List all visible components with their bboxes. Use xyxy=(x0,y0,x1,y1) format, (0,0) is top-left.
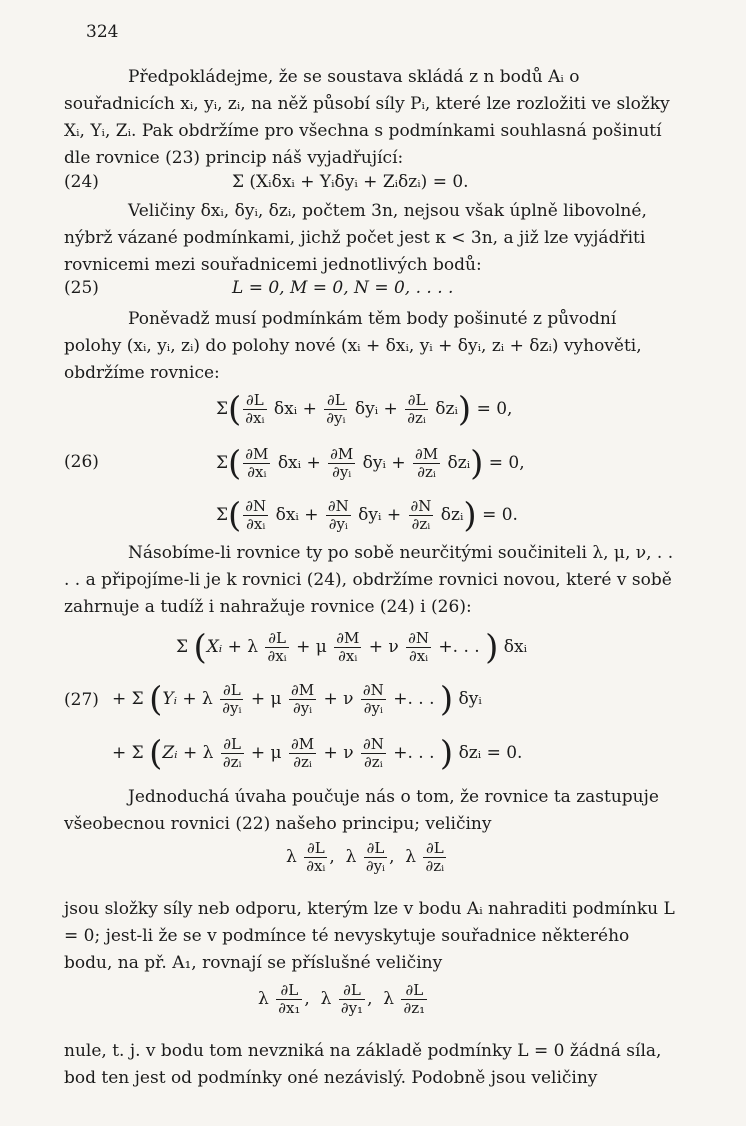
equation-27-row: + Σ (Yᵢ + λ $\frac{\partial L}{\text{∂yᵢ}}$ + μ $\frac{\partial M}{\text{∂yᵢ}}$ + ν $\frac{\partial N}{\text{∂yᵢ}}$ +. . . ) δyᵢ xyxy=(112,679,482,720)
fraction: $\frac{\partial L}{\text{∂yᵢ}}$ xyxy=(365,839,386,875)
paragraph-intro xyxy=(64,64,678,172)
paragraph-components xyxy=(64,896,678,977)
paragraph-components-text: jsou složky síly neb odporu, kterým lze v bodu Aᵢ nahraditi podmínku L = 0; jest-li že se v podmínce té nevyskytuje souřadnice některého bodu, na př. A₁, rovnají se příslušné veličiny xyxy=(64,899,675,973)
equation-26-row: Σ( $\frac{\partial L}{\text{∂xᵢ}}$ δxᵢ + $\frac{\partial L}{\text{∂yᵢ}}$ δyᵢ + $\frac{\partial L}{\text{∂zᵢ}}$ δzᵢ) = 0, xyxy=(216,389,513,430)
fraction: $\frac{\partial N}{\text{∂zᵢ}}$ xyxy=(362,735,384,771)
equation-label-27: (27) xyxy=(64,690,99,710)
fraction: $\frac{\partial L}{\text{∂x₁}}$ xyxy=(278,981,301,1017)
equation-27-row: + Σ (Zᵢ + λ $\frac{\partial L}{\text{∂zᵢ}}$ + μ $\frac{\partial M}{\text{∂zᵢ}}$ + ν $\frac{\partial N}{\text{∂zᵢ}}$ +. . . ) δzᵢ = 0. xyxy=(112,733,523,774)
fraction: $\frac{\partial L}{\text{∂yᵢ}}$ xyxy=(326,391,346,427)
equation-27-row: Σ (Xᵢ + λ $\frac{\partial L}{\text{∂xᵢ}}$ + μ $\frac{\partial M}{\text{∂xᵢ}}$ + ν $\frac{\partial N}{\text{∂xᵢ}}$ +. . . ) δxᵢ xyxy=(176,627,528,668)
paragraph-multipliers-text: Násobíme-li rovnice ty po sobě neurčitými součiniteli λ, μ, ν, . . . . a připojíme-li je k rovnici (24), obdržíme rovnici novou, které v sobě zahrnuje a tudíž i nahražuje rovnice (24) i (26): xyxy=(64,543,674,617)
fraction: $\frac{\partial N}{\text{∂yᵢ}}$ xyxy=(327,497,349,533)
paragraph-simple-text: Jednoduchá úvaha poučuje nás o tom, že rovnice ta zastupuje všeobecnou rovnici (22) našeho principu; veličiny xyxy=(64,787,659,834)
fraction: $\frac{\partial L}{\text{∂xᵢ}}$ xyxy=(306,839,326,875)
fraction: $\frac{\partial L}{\text{∂z₁}}$ xyxy=(403,981,426,1017)
fraction: $\frac{\partial L}{\text{∂xᵢ}}$ xyxy=(267,629,287,665)
fraction: $\frac{\partial N}{\text{∂yᵢ}}$ xyxy=(362,681,384,717)
fraction: $\frac{\partial L}{\text{∂y₁}}$ xyxy=(340,981,364,1017)
paragraph-null xyxy=(64,1038,678,1092)
equation-24: Σ (Xᵢδxᵢ + Yᵢδyᵢ + Zᵢδzᵢ) = 0. xyxy=(232,172,469,192)
paragraph-conditions-text: Poněvadž musí podmínkám těm body pošinuté z původní polohy (xᵢ, yᵢ, zᵢ) do polohy nové (xᵢ + δxᵢ, yᵢ + δyᵢ, zᵢ + δzᵢ) vyhověti, obdržíme rovnice: xyxy=(64,309,642,383)
fraction: $\frac{\partial M}{\text{∂xᵢ}}$ xyxy=(245,445,269,481)
fraction: $\frac{\partial L}{\text{∂xᵢ}}$ xyxy=(245,391,265,427)
page-number: 324 xyxy=(86,22,119,42)
equation-25: L = 0, M = 0, N = 0, . . . . xyxy=(232,278,454,298)
lambda-row: λ $\frac{\partial L}{\text{∂xᵢ}}$ , λ $\frac{\partial L}{\text{∂yᵢ}}$ , λ $\frac{\partial L}{\text{∂zᵢ}}$ xyxy=(286,839,445,875)
paragraph-conditions xyxy=(64,306,678,387)
fraction: $\frac{\partial L}{\text{∂zᵢ}}$ xyxy=(222,735,242,771)
fraction: $\frac{\partial M}{\text{∂yᵢ}}$ xyxy=(330,445,354,481)
fraction: $\frac{\partial L}{\text{∂yᵢ}}$ xyxy=(222,681,242,717)
lambda-row: λ $\frac{\partial L}{\text{∂x₁}}$ , λ $\frac{\partial L}{\text{∂y₁}}$ , λ $\frac{\partial L}{\text{∂z₁}}$ xyxy=(258,981,426,1017)
fraction: $\frac{\partial M}{\text{∂zᵢ}}$ xyxy=(414,445,439,481)
paragraph-variables xyxy=(64,198,678,279)
fraction: $\frac{\partial M}{\text{∂yᵢ}}$ xyxy=(291,681,315,717)
equation-label-24: (24) xyxy=(64,172,99,192)
paragraph-intro-text: Předpokládejme, že se soustava skládá z n bodů Aᵢ o souřadnicích xᵢ, yᵢ, zᵢ, na něž působí síly Pᵢ, které lze rozložiti ve složky Xᵢ, Yᵢ, Zᵢ. Pak obdržíme pro všechna s podmínkami souhlasná pošinutí dle rovnice (23) princip náš vyjadřující: xyxy=(64,67,670,168)
paragraph-multipliers xyxy=(64,540,678,621)
paragraph-null-text: nule, t. j. v bodu tom nevzniká na základě podmínky L = 0 žádná síla, bod ten jest od podmínky oné nezávislý. Podobně jsou veličiny xyxy=(64,1041,662,1088)
paragraph-simple xyxy=(64,784,678,838)
paragraph-variables-text: Veličiny δxᵢ, δyᵢ, δzᵢ, počtem 3n, nejsou však úplně libovolné, nýbrž vázané podmínkami, jichž počet jest κ < 3n, a již lze vyjádřiti rovnicemi mezi souřadnicemi jednotlivých bodů: xyxy=(64,201,647,275)
fraction: $\frac{\partial L}{\text{∂zᵢ}}$ xyxy=(407,391,426,427)
fraction: $\frac{\partial L}{\text{∂zᵢ}}$ xyxy=(425,839,445,875)
equation-26-row: Σ( $\frac{\partial M}{\text{∂xᵢ}}$ δxᵢ + $\frac{\partial M}{\text{∂yᵢ}}$ δyᵢ + $\frac{\partial M}{\text{∂zᵢ}}$ δzᵢ) = 0, xyxy=(216,443,525,484)
fraction: $\frac{\partial M}{\text{∂xᵢ}}$ xyxy=(336,629,360,665)
equation-label-25: (25) xyxy=(64,278,99,298)
fraction: $\frac{\partial M}{\text{∂zᵢ}}$ xyxy=(291,735,315,771)
fraction: $\frac{\partial N}{\text{∂zᵢ}}$ xyxy=(410,497,432,533)
equation-26-row: Σ( $\frac{\partial N}{\text{∂xᵢ}}$ δxᵢ + $\frac{\partial N}{\text{∂yᵢ}}$ δyᵢ + $\frac{\partial N}{\text{∂zᵢ}}$ δzᵢ) = 0. xyxy=(216,495,518,536)
equation-label-26: (26) xyxy=(64,452,99,472)
fraction: $\frac{\partial N}{\text{∂xᵢ}}$ xyxy=(245,497,267,533)
fraction: $\frac{\partial N}{\text{∂xᵢ}}$ xyxy=(408,629,430,665)
